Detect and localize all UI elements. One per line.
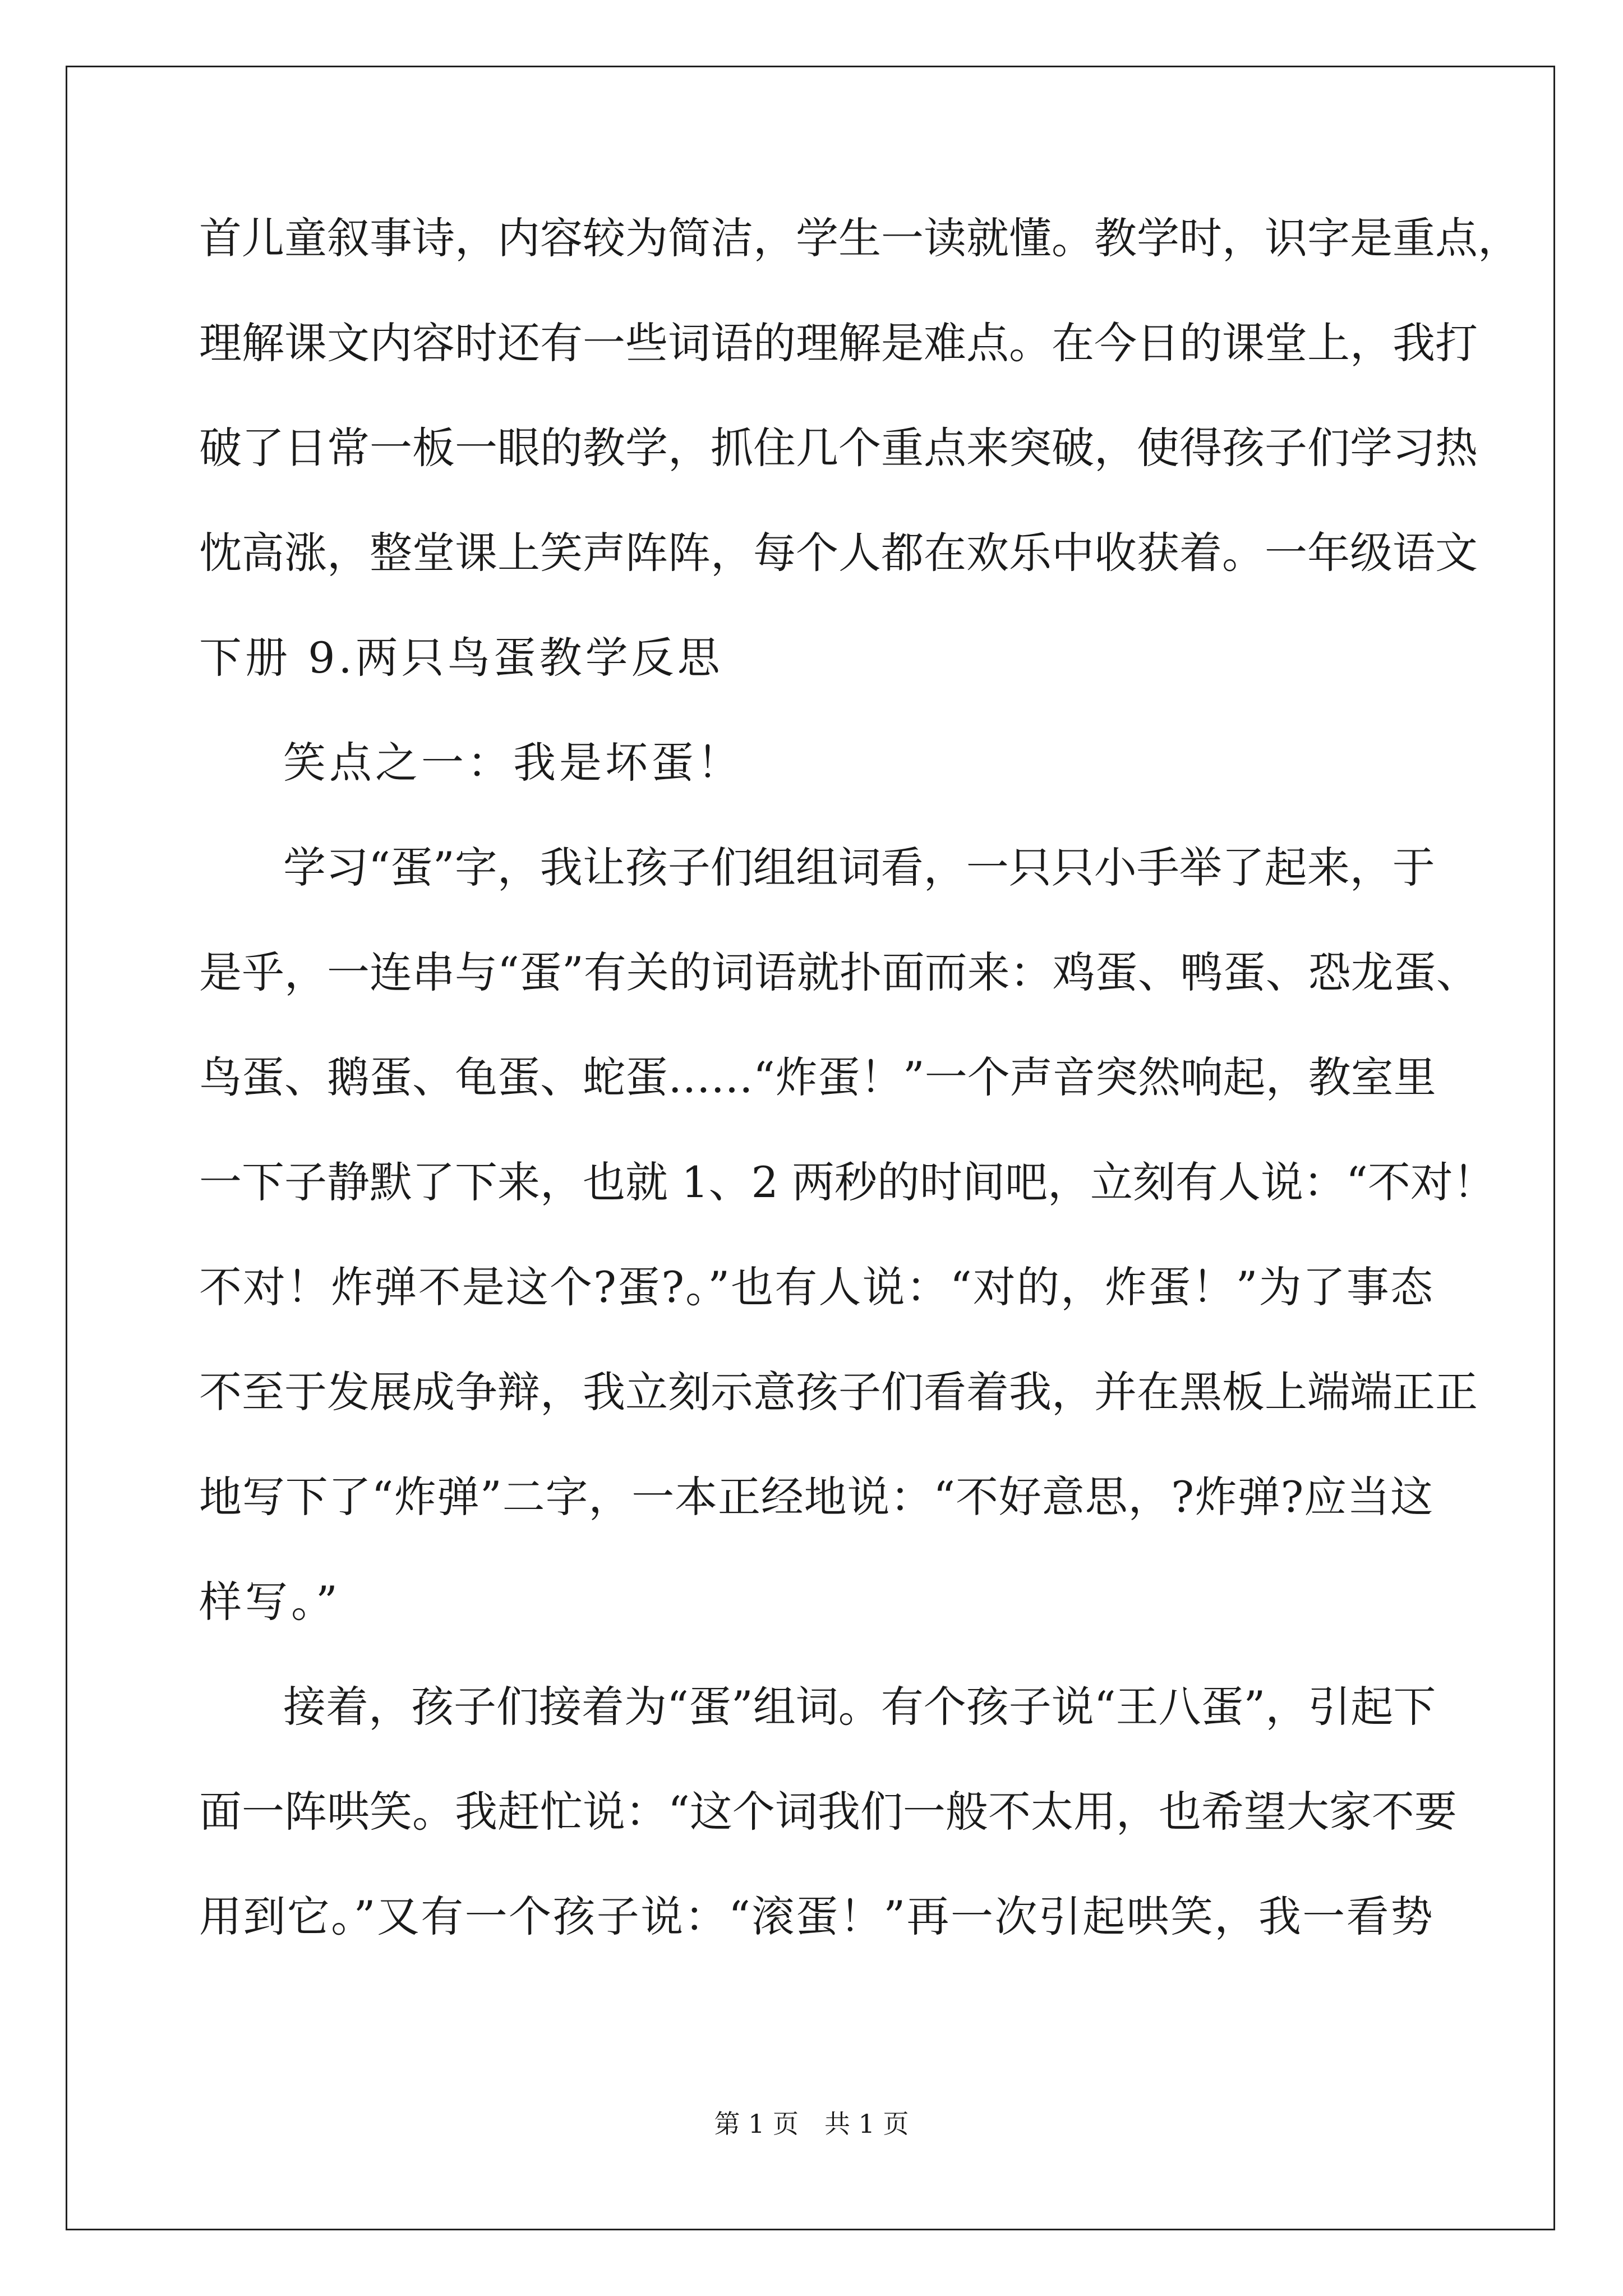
text-line: 是乎，一连串与“蛋”有关的词语就扑面而来：鸡蛋、鸭蛋、恐龙蛋、: [199, 947, 1479, 997]
text-line: 学习“蛋”字，我让孩子们组组词看，一只只小手举了起来，于: [283, 843, 1435, 892]
text-line: 不对！炸弹不是这个?蛋?。”也有人说：“对的，炸蛋！”为了事态: [199, 1262, 1433, 1312]
text-line: 面一阵哄笑。我赶忙说：“这个词我们一般不太用，也希望大家不要: [199, 1787, 1457, 1837]
text-line: 接着，孩子们接着为“蛋”组词。有个孩子说“王八蛋”，引起下: [283, 1682, 1436, 1732]
text-line: 破了日常一板一眼的教学，抓住几个重点来突破，使得孩子们学习热: [199, 423, 1478, 473]
section-heading: 笑点之一：我是坏蛋！: [283, 738, 743, 788]
text-line: 鸟蛋、鹅蛋、龟蛋、蛇蛋……“炸蛋！”一个声音突然响起，教室里: [199, 1052, 1436, 1102]
page-number: 第 1 页 共 1 页: [714, 2109, 909, 2139]
text-line: 首儿童叙事诗，内容较为简洁，学生一读就懂。教学时，识字是重点，: [199, 213, 1520, 263]
text-line: 样写。”: [199, 1577, 341, 1627]
text-line: 地写下了“炸弹”二字，一本正经地说：“不好意思，?炸弹?应当这: [199, 1472, 1433, 1522]
text-line: 不至于发展成争辩，我立刻示意孩子们看着我，并在黑板上端端正正: [199, 1367, 1478, 1417]
text-line: 理解课文内容时还有一些词语的理解是难点。在今日的课堂上，我打: [199, 318, 1478, 368]
text-line: 一下子静默了下来，也就 1、2 两秒的时间吧，立刻有人说：“不对！: [199, 1157, 1496, 1207]
text-line: 下册 9.两只鸟蛋教学反思: [199, 633, 723, 683]
text-line: 忱高涨，整堂课上笑声阵阵，每个人都在欢乐中收获着。一年级语文: [199, 528, 1478, 578]
text-line: 用到它。”又有一个孩子说：“滚蛋！”再一次引起哄笑，我一看势: [199, 1892, 1433, 1941]
